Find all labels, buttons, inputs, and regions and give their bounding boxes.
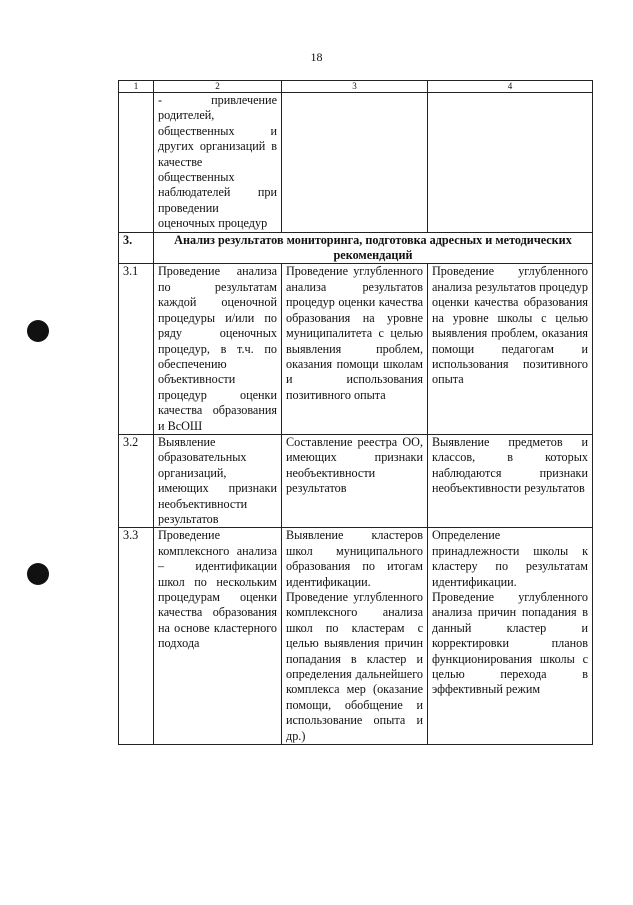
table-row — [119, 264, 593, 434]
page-number: 18 — [310, 50, 323, 64]
row-number: 3.3 — [119, 528, 154, 745]
column-number: 3 — [282, 81, 428, 93]
plan-table — [118, 80, 593, 745]
cell-paragraph: Выявление кластеров школ муниципального образования по итогам идентификации. — [286, 528, 423, 589]
table-row — [119, 528, 593, 745]
section-row — [119, 232, 593, 264]
municipal-cell — [282, 264, 428, 434]
cell-paragraph: Определение принадлежности школы к кластеру по результатам идентификации. — [432, 528, 588, 589]
activity-cell: Проведение анализа по результатам каждой оценочной процедуры и/или по ряду оценочных процедур, в т.ч. по обеспечению объективности процедур оценки качества образования и ВсОШ — [154, 264, 282, 434]
cell-paragraph: Проведение углубленного комплексного анализа школ по кластерам с целью выявления причин попадания в кластер и определения дальнейшего комплекса мер (оказание помощи, обобщение и использование опыта и др.) — [286, 590, 423, 743]
continuation-text: - привлечение родителей, общественных и других организаций в качестве общественных наблюдателей при проведении оценочных процедур — [154, 93, 282, 233]
municipal-cell — [282, 528, 428, 745]
school-cell — [428, 264, 593, 434]
punch-hole-top — [27, 320, 49, 342]
municipal-cell — [282, 434, 428, 527]
activity-cell: Проведение комплексного анализа – идентификации школ по нескольким процедурам оценки качества образования на основе кластерного подхода — [154, 528, 282, 745]
section-title: Анализ результатов мониторинга, подготовка адресных и методических рекомендаций — [154, 232, 593, 264]
school-cell — [428, 528, 593, 745]
column-number: 1 — [119, 81, 154, 93]
cell-paragraph: Выявление предметов и классов, в которых наблюдаются признаки необъективности результатов — [432, 434, 588, 496]
row-number: 3.1 — [119, 264, 154, 434]
cell-paragraph: Проведение углубленного анализа результатов процедур оценки качества образования на уровне школы с целью выявления проблем, оказания помощи педагогам и использования позитивного опыта — [432, 264, 588, 387]
school-cell — [428, 434, 593, 527]
continuation-row — [119, 93, 593, 233]
section-number: 3. — [119, 232, 154, 264]
column-number-row — [119, 81, 593, 93]
column-number: 2 — [154, 81, 282, 93]
table-row — [119, 434, 593, 527]
activity-cell: Выявление образовательных организаций, имеющих признаки необъективности результатов — [154, 434, 282, 527]
cell-paragraph: Проведение углубленного анализа причин попадания в данный кластер и корректировки планов функционирования школы с целью перехода в эффективный режим — [432, 590, 588, 697]
cell-paragraph: Проведение углубленного анализа результатов процедур оценки качества образования на уровне муниципалитета с целью выявления проблем, оказания помощи школам и использования позитивного опыта — [286, 264, 423, 402]
column-number: 4 — [428, 81, 593, 93]
row-number: 3.2 — [119, 434, 154, 527]
cell-paragraph: Составление реестра ОО, имеющих признаки необъективности результатов — [286, 434, 423, 496]
punch-hole-bottom — [27, 563, 49, 585]
